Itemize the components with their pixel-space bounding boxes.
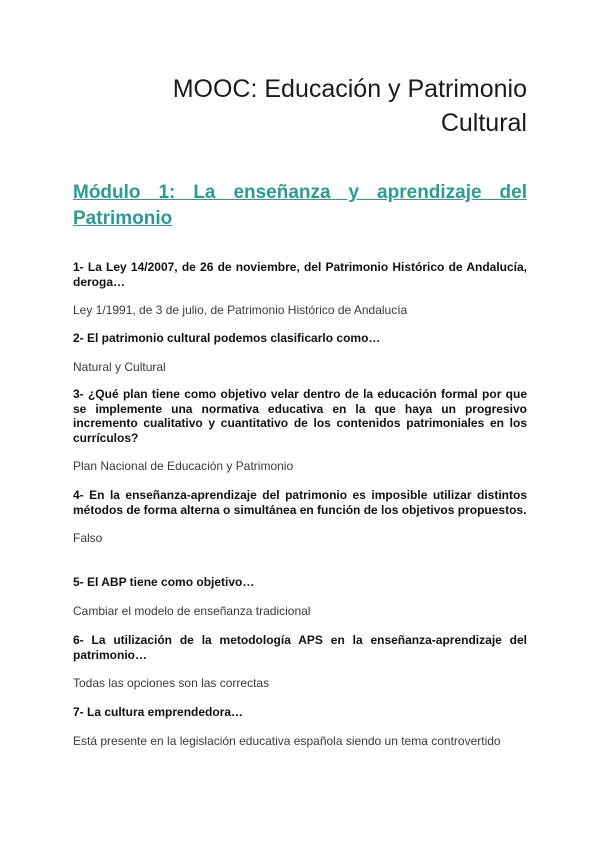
- answer-text: Ley 1/1991, de 3 de julio, de Patrimonio Histórico de Andalucía: [73, 303, 408, 317]
- qa-item-5: [73, 575, 527, 618]
- module-heading-line2: Patrimonio: [73, 208, 173, 229]
- question-text: 5- El ABP tiene como objetivo…: [73, 575, 255, 589]
- answer-text: Está presente en la legislación educativa española siendo un tema controvertido: [73, 733, 501, 748]
- qa-item-2: [73, 331, 527, 374]
- question-text: 6- La utilización de la metodología APS en la enseñanza-aprendizaje del patrimonio…: [73, 633, 527, 662]
- answer-text: Natural y Cultural: [73, 359, 166, 374]
- qa-item-1: [73, 260, 527, 317]
- module-heading[interactable]: [73, 180, 527, 232]
- document-title-line1: MOOC: Educación y Patrimonio: [172, 75, 527, 103]
- qa-item-7: [73, 705, 527, 748]
- document-title-line2: Cultural: [440, 109, 527, 137]
- document-title: [73, 72, 527, 140]
- module-heading-line1: Módulo 1: La enseñanza y aprendizaje del: [73, 182, 527, 203]
- answer-text: Cambiar el modelo de enseñanza tradicional: [73, 603, 311, 618]
- question-text: 7- La cultura emprendedora…: [73, 705, 244, 719]
- question-text: 1- La Ley 14/2007, de 26 de noviembre, del Patrimonio Histórico de Andalucía, deroga…: [73, 260, 527, 289]
- answer-text: Plan Nacional de Educación y Patrimonio: [73, 459, 294, 473]
- qa-item-3: [73, 387, 527, 473]
- qa-item-4: [73, 488, 527, 545]
- qa-item-6: [73, 633, 527, 690]
- question-text: 2- El patrimonio cultural podemos clasificarlo como…: [73, 331, 381, 345]
- question-text: 4- En la enseñanza-aprendizaje del patrimonio es imposible utilizar distintos métodos de forma alterna o simultánea en función de los objetivos propuestos.: [73, 488, 527, 517]
- answer-text: Falso: [73, 531, 103, 545]
- answer-text: Todas las opciones son las correctas: [73, 676, 270, 690]
- question-text: 3- ¿Qué plan tiene como objetivo velar dentro de la educación formal por que se implemente una normativa educativa en la que haya un progresivo incremento cualitativo y cuantitativo de los contenidos patrimoniales en los currículos?: [73, 387, 527, 445]
